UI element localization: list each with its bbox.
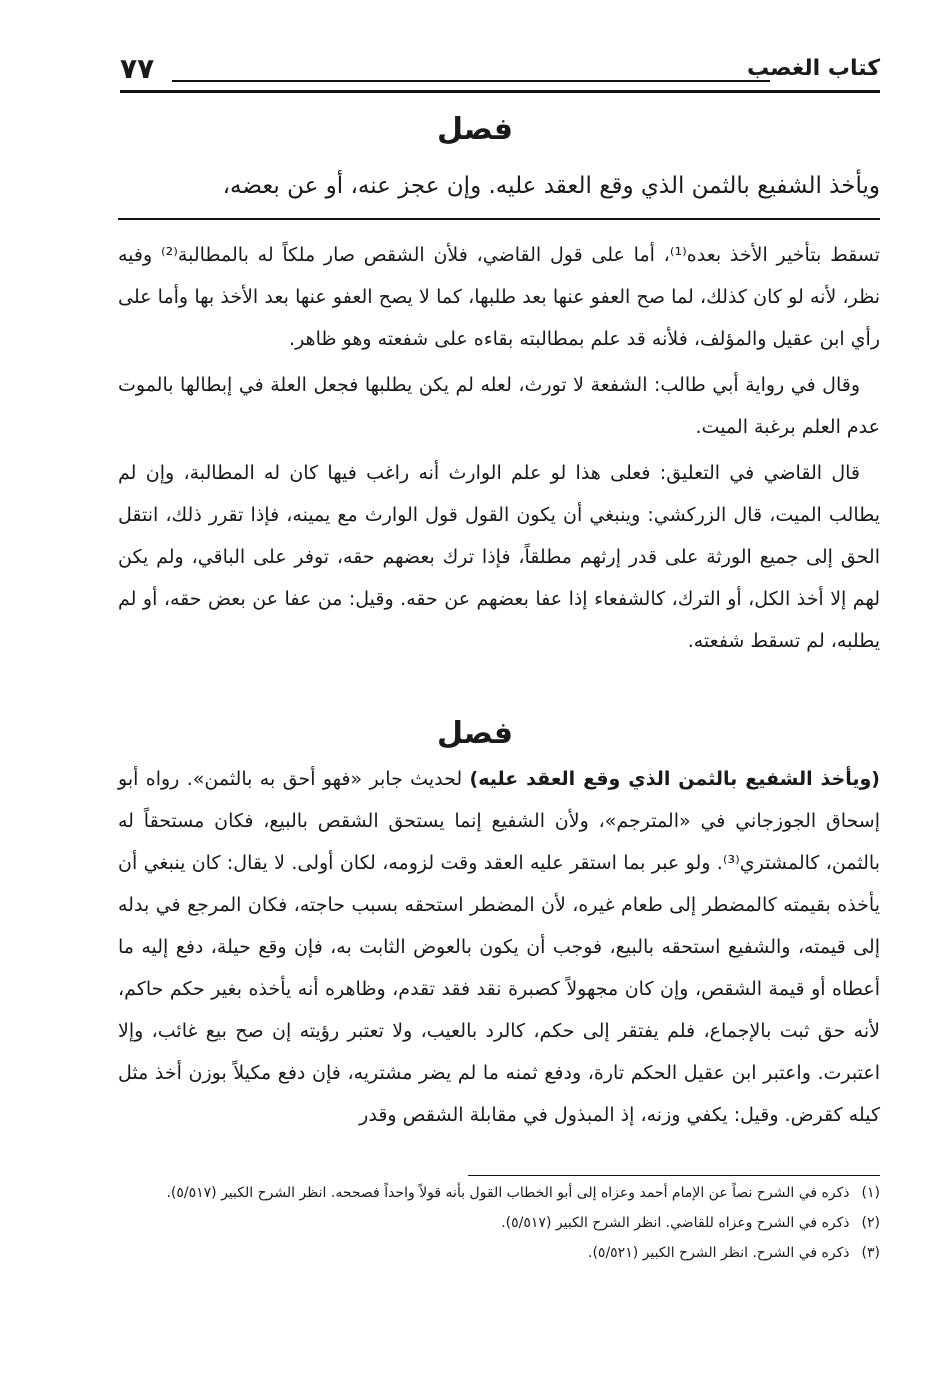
commentary-paragraph-1: تسقط بتأخير الأخذ بعده⁽¹⁾، أما على قول القاضي، فلأن الشقص صار ملكاً له بالمطالبة⁽²⁾ وفيه نظر، لأنه لو كان كذلك، لما صح العفو عنها بعد طلبها، كما لا يصح العفو عنها بعد الأخذ بها وأما على رأي ابن عقيل والمؤلف، فلأنه قد علم بمطالبته بقاءه على شفعته وهو ظاهر. — [118, 244, 880, 350]
commentary-block-2 — [118, 758, 880, 1140]
footnote-text: ذكره في الشرح وعزاه للقاضي. انظر الشرح الكبير (٥/٥١٧). — [501, 1215, 850, 1231]
footnote-number: (١) — [861, 1185, 880, 1201]
footnote-number: (٢) — [861, 1215, 880, 1231]
matn-quote: (ويأخذ الشفيع بالثمن الذي وقع العقد عليه) — [469, 768, 880, 790]
footnote-separator — [468, 1175, 880, 1176]
footnote-text: ذكره في الشرح نصاً عن الإمام أحمد وعزاه إلى أبو الخطاب القول بأنه قولاً واحداً فصححه. انظر الشرح الكبير (٥/٥١٧). — [166, 1185, 850, 1201]
footnote — [118, 1240, 880, 1266]
header-rule-inner — [172, 80, 770, 82]
page-number: ٧٧ — [120, 52, 155, 85]
commentary-block-1 — [118, 234, 880, 666]
matn-text: ويأخذ الشفيع بالثمن الذي وقع العقد عليه. وإن عجز عنه، أو عن بعضه، — [222, 173, 880, 199]
running-title: كتاب الغصب — [747, 56, 880, 81]
commentary-paragraph-3: قال القاضي في التعليق: فعلى هذا لو علم الوارث أنه راغب فيها كان له المطالبة، وإن لم يطالب الميت، قال الزركشي: وينبغي أن يكون القول قول الوارث مع يمينه، فإذا تقرر ذلك، انتقل الحق إلى جميع الورثة على قدر إرثهم مطلقاً، فإذا ترك بعضهم حقه، توفر على الباقي، ولم يكن لهم إلا أخذ الكل، أو الترك، كالشفعاء إذا عفا بعضهم عن حقه. وقيل: من عفا عن بعض حقه، أو لم يطلبه، لم تسقط شفعته. — [118, 462, 880, 652]
footnote — [118, 1210, 880, 1236]
header-rule — [120, 90, 880, 93]
footnote-number: (٣) — [861, 1245, 880, 1261]
section-heading-1: فصل — [437, 112, 513, 147]
commentary-paragraph-2: وقال في رواية أبي طالب: الشفعة لا تورث، لعله لم يكن يطلبها فجعل العلة في إبطالها بالموت عدم العلم برغبة الميت. — [118, 374, 880, 438]
section-heading-2: فصل — [437, 716, 513, 751]
running-header — [120, 48, 880, 92]
matn-separator — [118, 218, 880, 220]
commentary-text: لحديث جابر «فهو أحق به بالثمن». رواه أبو إسحاق الجوزجاني في «المترجم»، ولأن الشفيع إنما يستحق الشقص بالبيع، فكان مستحقاً له بالثمن، كالمشتري⁽³⁾. ولو عبر بما استقر عليه العقد وقت لزومه، لكان أولى. لا يقال: كان ينبغي أن يأخذه بقيمته كالمضطر إلى طعام غيره، لأن المضطر استحقه بسبب حاجته، فكان المرجع في بدله إلى قيمته، والشفيع استحقه بالبيع، فوجب أن يكون بالعوض الثابت به، فإن وقع حيلة، دفع إليه ما أعطاه أو قيمة الشقص، وإن كان مجهولاً كصبرة نقد فقد تقدم، وظاهره أنه يأخذه بغير حكم حاكم، لأنه حق ثبت بالإجماع، فلم يفتقر إلى حكم، كالرد بالعيب، ولا تعتبر رؤيته إن صح بيع غائب، وإلا اعتبرت. واعتبر ابن عقيل الحكم تارة، ودفع ثمنه ما لم يضر مشتريه، فإن دفع مكيلاً بوزن أخذ مثل كيله كقرض. وقيل: يكفي وزنه، إذ المبذول في مقابلة الشقص وقدر — [118, 768, 880, 1126]
footnotes — [118, 1180, 880, 1270]
commentary-paragraph-4 — [118, 758, 880, 1136]
footnote-text: ذكره في الشرح. انظر الشرح الكبير (٥/٥٢١). — [588, 1245, 850, 1261]
footnote — [118, 1180, 880, 1206]
